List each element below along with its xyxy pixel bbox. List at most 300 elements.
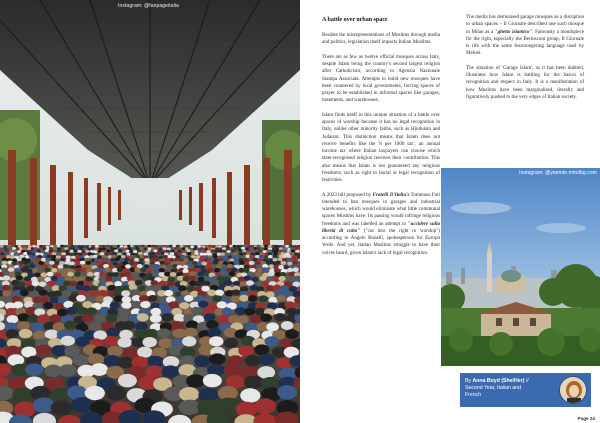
page-number: Page 24 [577,416,595,421]
worshipper-figure [244,376,263,389]
worshipper-figure [130,289,139,295]
worshipper-figure [239,261,245,265]
worshipper-figure [128,247,132,250]
worshipper-figure [180,261,186,265]
worshipper-figure [51,268,57,273]
worshipper-figure [3,246,7,249]
worshipper-figure [246,252,251,255]
worshipper-figure [145,329,159,339]
worshipper-figure [238,345,253,356]
worshipper-figure [112,272,119,277]
worshipper-figure [88,353,105,365]
worshipper-figure [49,314,61,322]
worshipper-figure [248,295,258,302]
worshipper-figure [158,245,162,248]
worshipper-figure [208,245,212,248]
worshipper-figure [30,291,39,297]
worshipper-figure [179,400,201,415]
worshipper-figure [98,290,107,296]
worshipper-figure [232,289,241,295]
worshipper-figure [89,322,102,331]
worshipper-figure [195,281,203,287]
worshipper-figure [61,247,65,250]
worshipper-figure [41,250,45,253]
worshipper-figure [144,253,149,256]
worshipper-figure [110,250,114,253]
worshipper-figure [281,245,285,248]
worshipper-figure [59,364,77,377]
worshipper-figure [129,250,133,253]
worshipper-figure [222,308,233,316]
worshipper-figure [253,258,258,262]
worshipper-figure [167,264,173,268]
worshipper-figure [46,255,51,258]
worshipper-figure [146,365,164,378]
worshipper-figure [277,385,297,399]
worshipper-figure [190,246,194,249]
worshipper-figure [157,328,171,338]
worshipper-figure [170,272,177,277]
worshipper-figure [37,249,41,252]
worshipper-figure [275,261,281,265]
party-name: Fratelli D'Italia's [372,191,410,198]
worshipper-figure [203,250,207,253]
worshipper-figure [37,276,44,281]
worshipper-figure [216,264,222,268]
worshipper-figure [170,247,174,250]
worshipper-figure [229,252,234,255]
worshipper-figure [89,290,98,296]
worshipper-figure [140,301,150,308]
worshipper-figure [289,245,293,248]
worshipper-figure [229,245,233,248]
worshipper-figure [268,245,272,248]
worshipper-figure [2,285,10,291]
worshipper-figure [52,264,58,268]
italian-quote: "uccidere sulla libertà di culto" [322,220,440,234]
worshipper-figure [140,268,146,273]
worshipper-figure [259,255,264,258]
worshipper-figure [32,250,36,253]
worshipper-figure [90,247,94,250]
worshipper-figure [40,296,50,303]
worshipper-figure [78,276,85,281]
paragraph: Islam finds itself in this unique situation of a battle over spaces of worship because it has no legal recognition in Italy, unlike other minority faiths, such as Hinduism and Judaism. This distinction means that Islam does not receive benefits like the '8 per 1000 tax', an annual income tax where Italian taxpayers can choose which state-recognised religion receives their contribution. This also means that Islam is not guaranteed any religious freedoms, such as right to burial or legal recognition of festivities. [322,111,440,183]
worshipper-figure [39,289,48,295]
worshipper-figure [49,261,55,265]
worshipper-figure [244,276,251,281]
worshipper-figure [197,262,203,266]
worshipper-figure [229,271,236,276]
author-byline: By Anna Boyd (She/Her) // Second Year, Italian and French [465,378,529,399]
worshipper-figure [14,253,19,256]
worshipper-figure [51,276,58,281]
worshipper-figure [51,345,66,356]
worshipper-figure [32,281,40,287]
worshipper-figure [8,267,14,272]
author-year: Second Year, Italian and [465,385,521,392]
worshipper-figure [202,281,210,287]
worshipper-figure [224,280,232,286]
worshipper-figure [104,336,118,346]
worshipper-figure [63,281,71,287]
worshipper-figure [204,258,209,262]
worshipper-figure [70,281,78,287]
worshipper-figure [273,255,278,258]
worshipper-figure [131,301,141,308]
milan-skyline-photo [441,168,600,366]
worshipper-figure [241,247,245,250]
worshipper-figure [199,258,204,262]
worshipper-figure [207,290,216,296]
worshipper-figure [7,315,19,323]
worshipper-figure [214,250,218,253]
worshipper-figure [57,269,63,274]
worshipper-figure [239,250,243,253]
worshipper-figure [182,250,186,253]
worshipper-figure [287,268,293,273]
worshipper-figure [292,261,298,265]
worshipper-figure [61,336,75,346]
worshipper-figure [187,252,192,255]
worshipper-figure [132,247,136,250]
worshipper-figure [106,245,110,248]
worshipper-figure [248,247,252,250]
worshipper-figure [104,267,110,272]
worshipper-figure [57,245,61,248]
worshipper-figure [295,250,299,253]
author-course: French [465,392,482,399]
worshipper-figure [137,313,149,321]
worshipper-figure [5,250,9,253]
worshipper-figure [85,386,105,400]
worshipper-figure [258,295,268,302]
worshipper-figure [188,276,195,281]
worshipper-figure [212,295,222,302]
worshipper-figure [140,247,144,250]
worshipper-figure [30,264,36,268]
worshipper-figure [189,271,196,276]
worshipper-figure [244,308,255,316]
worshipper-figure [95,245,99,248]
worshipper-figure [111,255,116,258]
worshipper-figure [279,247,283,250]
avatar [559,376,587,404]
worshipper-figure [293,267,299,272]
worshipper-figure [63,264,69,268]
worshipper-figure [19,329,33,339]
worshipper-figure [282,255,287,258]
worshipper-figure [134,268,140,273]
worshipper-figure [4,252,9,255]
paragraph: There are as few as twelve official mosques across Italy, despite Islam being the country's second largest religion after Catholicism, according to Agenzia Nazionale Stampa Associata. Attempts to build new mosques have been countered by local governments, forcing spaces of prayer to be established in informal spaces like garages, basements, and warehouses. [322,53,440,104]
author-box [460,373,591,407]
worshipper-figure [79,248,83,251]
worshipper-figure [67,272,74,277]
worshipper-figure [106,386,126,400]
worshipper-figure [288,272,295,277]
worshipper-figure [78,250,82,253]
worshipper-figure [13,388,33,402]
worshipper-figure [177,247,181,250]
worshipper-figure [115,258,120,262]
worshipper-figure [118,374,137,387]
worshipper-figure [135,280,143,286]
worshipper-figure [38,268,44,273]
worshipper-figure [110,302,120,309]
worshipper-figure [83,252,88,255]
worshipper-figure [32,245,36,248]
article-column-right [466,14,584,108]
worshipper-figure [124,258,129,262]
worshipper-figure [130,255,135,258]
worshipper-figure [249,255,254,258]
worshipper-figure [154,264,160,268]
worshipper-figure [196,255,201,258]
worshipper-figure [177,250,181,253]
worshipper-figure [24,245,28,248]
worshipper-figure [187,261,193,265]
worshipper-figure [220,253,225,256]
worshipper-figure [178,285,186,291]
worshipper-figure [73,354,90,366]
worshipper-figure [113,245,117,248]
worshipper-figure [35,258,40,262]
worshipper-figure [194,252,199,255]
worshipper-figure [213,255,218,258]
worshipper-figure [23,247,27,250]
worshipper-figure [114,281,122,287]
worshipper-figure [187,286,195,292]
worshipper-figure [234,261,240,265]
worshipper-figure [71,256,76,259]
worshipper-figure [74,245,78,248]
worshipper-figure [189,264,195,268]
worshipper-figure [62,290,71,296]
worshipper-figure [49,247,53,250]
worshipper-figure [267,302,277,309]
worshipper-figure [163,245,167,248]
worshipper-figure [158,256,163,259]
worshipper-figure [144,245,148,248]
worshipper-figure [218,315,230,323]
worshipper-figure [258,354,275,366]
worshipper-figure [106,328,120,338]
worshipper-figure [291,250,295,253]
worshipper-figure [207,262,213,266]
worshipper-figure [209,353,226,365]
worshipper-figure [231,267,237,272]
worshipper-figure [268,264,274,268]
worshipper-figure [32,268,38,273]
worshipper-figure [274,268,280,273]
worshipper-figure [64,321,77,330]
worshipper-figure [231,255,236,258]
worshipper-figure [179,302,189,309]
worshipper-figure [86,261,92,265]
worshipper-figure [254,398,276,413]
worshipper-figure [107,346,122,357]
worshipper-figure [221,267,227,272]
worshipper-figure [106,314,118,322]
worshipper-figure [265,336,279,346]
worshipper-figure [268,255,273,258]
worshipper-figure [273,285,281,291]
worshipper-figure [37,314,49,322]
worshipper-figure [133,250,137,253]
worshipper-figure [276,295,286,302]
worshipper-figure [90,363,108,376]
worshipper-figure [59,261,65,265]
worshipper-figure [171,250,175,253]
worshipper-figure [124,272,131,277]
worshipper-figure [186,374,205,387]
worshipper-figure [286,276,293,281]
worshipper-figure [206,320,219,329]
photo-credit: Instagram: @yiamde.mmdbg.com [519,170,597,176]
worshipper-figure [275,245,279,248]
worshipper-figure [138,245,142,248]
worshipper-figure [25,363,43,376]
worshipper-figure [255,272,262,277]
worshipper-figure [67,307,78,315]
worshipper-figure [227,264,233,268]
worshipper-figure [105,276,112,281]
worshipper-figure [23,261,29,265]
worshipper-figure [64,247,68,250]
worshipper-figure [159,268,165,273]
worshipper-figure [164,290,173,296]
worshipper-figure [102,245,106,248]
worshipper-figure [144,264,150,268]
worshipper-figure [278,265,284,269]
worshipper-figure [44,268,50,273]
photo-credit: Instagram: @fanpageitalia [118,3,179,9]
worshipper-figure [287,258,292,262]
worshipper-figure [153,249,157,252]
worshipper-figure [45,329,59,339]
worshipper-figure [182,336,196,346]
worshipper-figure [139,258,144,262]
worshipper-figure [139,295,149,302]
worshipper-figure [120,258,125,262]
worshipper-figure [16,275,23,280]
worshipper-figure [169,258,174,262]
worshipper-figure [267,249,271,252]
worshipper-figure [285,329,299,339]
worshipper-figure [224,364,242,377]
worshipper-figure [153,284,161,290]
worshipper-figure [221,245,225,248]
paragraph: The situation of 'Garage Islam', as it has been dubbed, illustrates how Islam is battling for the basics of recognition and respect in Italy. It is a manifestation of how Muslims have been marginalised, literally and figuratively pushed to the very edges of Italian society. [466,64,584,100]
worshipper-figure [131,356,148,368]
paragraph: A 2023 bill proposed by Fratelli D'Italia's Tommaso Foti intended to ban mosques in garages and industrial warehouses, which would eliminate what little communal spaces Muslims have. Its passing would infringe religious freedoms and was labelled an attempt to "uccidere sulla libertà di culto" ("cut into the right to worship") according to Angelo Bonelli, spokesperson for Europa Verde. And yet, Italian Muslims struggle to have their voices heard, given Islam's lack of legal recognition. [322,191,440,256]
worshipper-figure [19,247,23,250]
worshipper-figure [224,338,238,348]
worshipper-figure [203,374,222,387]
worshipper-figure [99,272,106,277]
worshipper-figure [209,336,223,346]
worshipper-figure [257,258,262,262]
worshipper-figure [65,250,69,253]
worshipper-figure [148,247,152,250]
author-name: Anna Boyd (She/Her) [472,378,525,384]
worshipper-figure [118,309,129,317]
worshipper-figure [20,290,29,296]
worshipper-figure [26,286,34,292]
worshipper-figure [17,321,30,330]
worshipper-figure [214,268,220,273]
worshipper-figure [121,290,130,296]
worshipper-figure [281,261,287,265]
worshipper-figure [123,321,136,330]
worshipper-figure [118,249,122,252]
worshipper-figure [14,402,36,417]
worshipper-figure [281,321,294,330]
party-name: Europa Verde [322,235,440,249]
worshipper-figure [71,397,93,412]
worshipper-figure [202,262,208,266]
worshipper-figure [290,252,295,255]
worshipper-figure [38,261,44,265]
worshipper-figure [107,285,115,291]
worshipper-figure [60,257,65,261]
worshipper-figure [143,337,157,347]
worshipper-figure [96,261,102,265]
worshipper-figure [57,249,61,252]
worshipper-figure [28,245,32,248]
worshipper-figure [53,245,57,248]
worshipper-figure [289,286,297,292]
worshipper-figure [75,267,81,272]
worshipper-figure [156,252,161,255]
worshipper-figure [184,295,194,302]
worshipper-figure [217,276,224,281]
worshipper-figure [172,245,176,248]
worshipper-figure [213,261,219,265]
worshipper-figure [250,250,254,253]
worshipper-figure [50,388,70,402]
worshipper-figure [24,276,31,281]
worshipper-figure [182,269,188,274]
worshipper-figure [285,301,295,308]
worshipper-figure [137,347,152,358]
worshipper-figure [274,313,286,321]
worshipper-figure [104,355,121,367]
worshipper-figure [76,295,86,302]
worshipper-figure [44,252,49,255]
worshipper-figure [217,301,227,308]
worshipper-figure [127,276,134,281]
worshipper-figure [208,247,212,250]
worshipper-figure [260,314,272,322]
worshipper-figure [257,366,275,379]
worshipper-figure [266,276,273,281]
worshipper-figure [57,276,64,281]
worshipper-figure [161,276,168,281]
worshipper-figure [262,267,268,272]
worshipper-figure [137,264,143,268]
worshipper-figure [260,247,264,250]
worshipper-figure [209,258,214,262]
worshipper-figure [191,307,202,315]
worshipper-figure [285,245,289,248]
worshipper-figure [211,249,215,252]
paragraph: The media has demonised garage mosques as a disruption to urban spaces – Il Giornale described one such mosque in Milan as a "ghetto islamico". Famously a mouthpiece for the right, especially the Berlusconi group, Il Giornale is rife with the same fearmongering language used by Meloni. [466,14,584,57]
worshipper-figure [207,253,212,256]
worshipper-figure [250,315,262,323]
worshipper-figure [233,245,237,248]
